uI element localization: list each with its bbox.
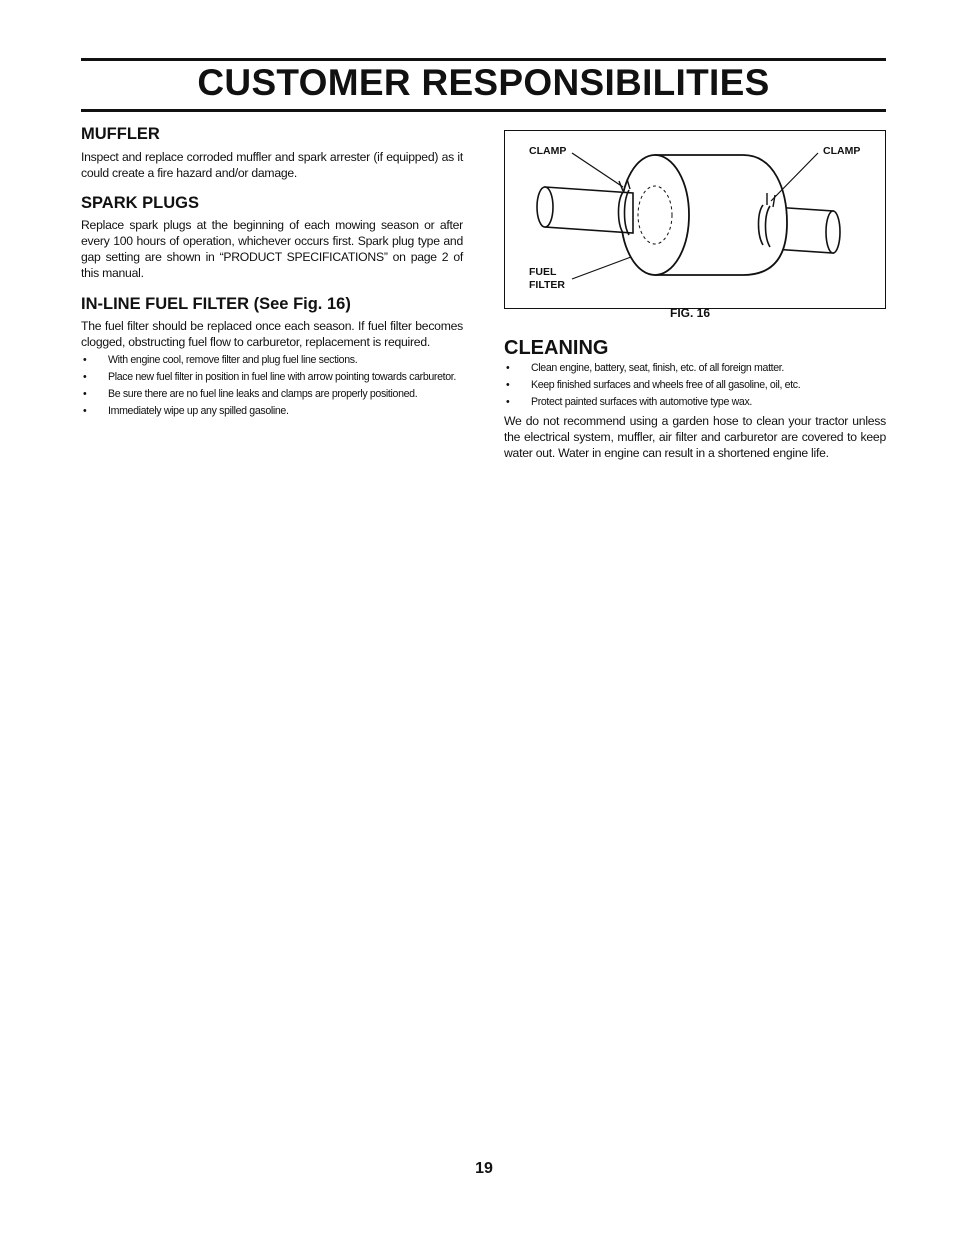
list-item-text: Protect painted surfaces with automotive type wax. [531, 396, 752, 408]
list-item [81, 388, 463, 400]
bullet-icon: • [83, 354, 87, 366]
figure-caption: FIG. 16 [670, 306, 711, 320]
bullet-icon: • [83, 388, 87, 400]
list-item-text: Clean engine, battery, seat, finish, etc. of all foreign matter. [531, 362, 784, 374]
filter-label: FILTER [529, 279, 565, 291]
list-item [81, 354, 463, 366]
fuel-filter-heading: IN-LINE FUEL FILTER (See Fig. 16) [81, 295, 351, 313]
fuel-filter-section [81, 294, 463, 417]
list-item [504, 396, 886, 408]
cleaning-bullet-list [504, 362, 886, 408]
cleaning-section [504, 336, 886, 461]
fuel-filter-figure [504, 130, 886, 309]
fuel-filter-bullet-list [81, 354, 463, 417]
cleaning-heading: CLEANING [504, 337, 609, 359]
muffler-section [81, 124, 463, 181]
clamp-label-left: CLAMP [529, 145, 567, 157]
list-item-text: Immediately wipe up any spilled gasoline. [108, 405, 289, 417]
page-title: CUSTOMER RESPONSIBILITIES [197, 62, 770, 103]
bullet-icon: • [83, 371, 87, 383]
right-column [504, 336, 886, 461]
spark-plugs-text: Replace spark plugs at the beginning of each mowing season or after every 100 hours of operation, whichever occurs first. Spark plug type and gap setting are shown in “PRODUCT SPECIFICATIONS” on page 2 of this manual. [81, 218, 463, 280]
header-bottom-rule [81, 109, 886, 112]
list-item [81, 405, 463, 417]
bullet-icon: • [506, 379, 510, 391]
bullet-icon: • [506, 396, 510, 408]
fuel-filter-text: The fuel filter should be replaced once each season. If fuel filter becomes clogged, obstructing fuel flow to carburetor, replacement is required. [81, 319, 463, 349]
list-item-text: Keep finished surfaces and wheels free of all gasoline, oil, etc. [531, 379, 801, 391]
page-number: 19 [475, 1160, 493, 1177]
list-item-text: With engine cool, remove filter and plug fuel line sections. [108, 354, 358, 366]
bullet-icon: • [506, 362, 510, 374]
spark-plugs-heading: SPARK PLUGS [81, 194, 199, 212]
list-item [504, 362, 886, 374]
cleaning-text: We do not recommend using a garden hose to clean your tractor unless the electrical system, muffler, air filter and carburetor are covered to keep water out. Water in engine can result in a shortened engine life. [504, 414, 886, 460]
list-item [504, 379, 886, 391]
list-item-text: Be sure there are no fuel line leaks and clamps are properly positioned. [108, 388, 418, 400]
spark-plugs-section [81, 193, 463, 281]
bullet-icon: • [83, 405, 87, 417]
muffler-text: Inspect and replace corroded muffler and spark arrester (if equipped) as it could create a fire hazard and/or damage. [81, 150, 463, 180]
fuel-label: FUEL [529, 266, 557, 278]
list-item [81, 371, 463, 383]
muffler-heading: MUFFLER [81, 125, 160, 143]
left-column [81, 124, 463, 422]
clamp-label-right: CLAMP [823, 145, 861, 157]
list-item-text: Place new fuel filter in position in fuel line with arrow pointing towards carburetor. [108, 371, 456, 383]
